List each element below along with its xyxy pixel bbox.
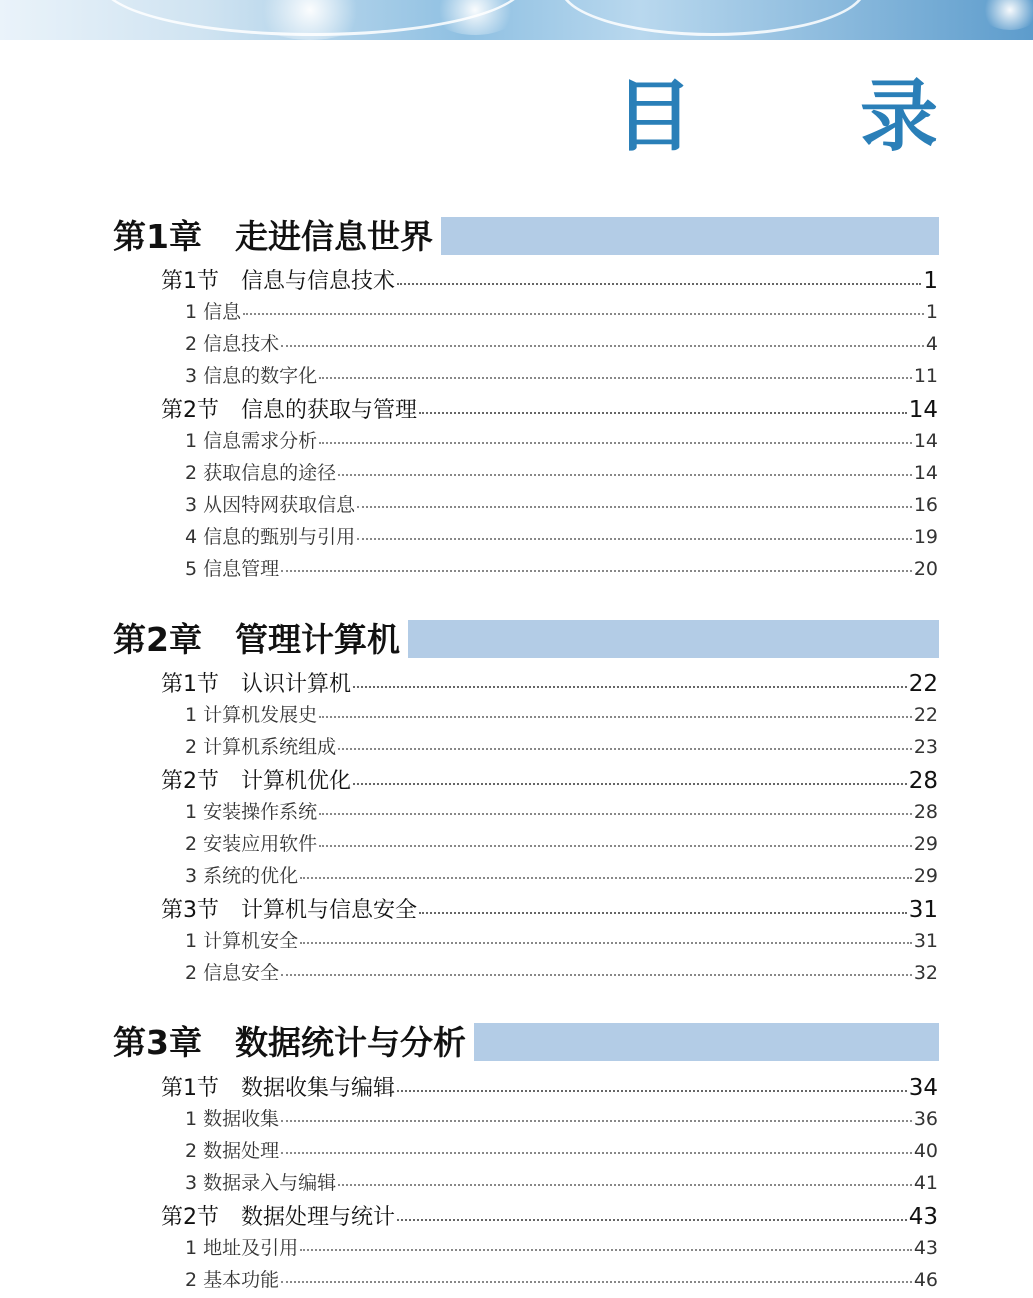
page-number: 41: [913, 1172, 938, 1194]
leader-dots: [281, 1280, 912, 1283]
toc-item[interactable]: [185, 829, 938, 856]
page-number: 22: [908, 671, 938, 697]
toc-item[interactable]: [185, 458, 938, 485]
page-number: 22: [913, 704, 938, 726]
toc-item[interactable]: [185, 554, 938, 581]
page-number: 28: [913, 801, 938, 823]
chapter-bar: [441, 217, 939, 255]
page-number: 31: [908, 897, 938, 923]
leader-dots: [281, 569, 912, 572]
page-number: 40: [913, 1140, 938, 1162]
item-title: 2 计算机系统组成: [185, 736, 337, 758]
banner-glow: [980, 0, 1033, 30]
toc-section[interactable]: [161, 1200, 938, 1231]
chapter-heading: [113, 217, 939, 255]
leader-dots: [300, 1248, 912, 1251]
page-number: 14: [913, 462, 938, 484]
page-number: 31: [913, 930, 938, 952]
leader-dots: [397, 1218, 907, 1221]
toc-item[interactable]: [185, 522, 938, 549]
toc-item[interactable]: [185, 490, 938, 517]
item-title: 3 从因特网获取信息: [185, 494, 356, 516]
leader-dots: [338, 1183, 912, 1186]
chapter-heading: [113, 1023, 939, 1061]
page-number: 16: [913, 494, 938, 516]
item-title: 2 基本功能: [185, 1269, 280, 1291]
leader-dots: [319, 376, 912, 379]
toc-section[interactable]: [161, 764, 938, 795]
toc-item[interactable]: [185, 361, 938, 388]
page-number: 43: [908, 1204, 938, 1230]
leader-dots: [353, 782, 907, 785]
item-title: 5 信息管理: [185, 558, 280, 580]
leader-dots: [300, 941, 912, 944]
toc-section[interactable]: [161, 667, 938, 698]
item-title: 2 数据处理: [185, 1140, 280, 1162]
section-title: 第1节 信息与信息技术: [161, 269, 395, 294]
page-number: 19: [913, 526, 938, 548]
page-number: 23: [913, 736, 938, 758]
chapter-bar: [408, 620, 939, 658]
page-number: 28: [908, 768, 938, 794]
banner-swoosh: [560, 0, 866, 36]
item-title: 3 系统的优化: [185, 865, 299, 887]
leader-dots: [319, 715, 912, 718]
toc-item[interactable]: [185, 861, 938, 888]
leader-dots: [281, 973, 912, 976]
chapter-heading: [113, 620, 939, 658]
section-title: 第2节 信息的获取与管理: [161, 398, 417, 423]
header-banner: [0, 0, 1033, 40]
chapter-bar: [474, 1023, 939, 1061]
section-title: 第1节 数据收集与编辑: [161, 1076, 395, 1101]
chapter-title: 第1章 走进信息世界: [113, 220, 441, 253]
toc-item[interactable]: [185, 1265, 938, 1292]
toc-item[interactable]: [185, 426, 938, 453]
item-title: 1 信息: [185, 301, 242, 323]
toc-item[interactable]: [185, 1168, 938, 1195]
leader-dots: [397, 282, 921, 285]
leader-dots: [397, 1089, 907, 1092]
toc-item[interactable]: [185, 1233, 938, 1260]
toc-item[interactable]: [185, 1136, 938, 1163]
page-number: 4: [925, 333, 938, 355]
leader-dots: [338, 473, 912, 476]
page-number: 29: [913, 833, 938, 855]
leader-dots: [353, 685, 907, 688]
toc-item[interactable]: [185, 958, 938, 985]
item-title: 3 信息的数字化: [185, 365, 318, 387]
section-title: 第2节 计算机优化: [161, 769, 351, 794]
toc-item[interactable]: [185, 926, 938, 953]
page-number: 1: [925, 301, 938, 323]
toc-section[interactable]: [161, 264, 938, 295]
section-title: 第2节 数据处理与统计: [161, 1205, 395, 1230]
item-title: 1 安装操作系统: [185, 801, 318, 823]
leader-dots: [300, 876, 912, 879]
leader-dots: [419, 411, 907, 414]
item-title: 1 计算机发展史: [185, 704, 318, 726]
page-number: 36: [913, 1108, 938, 1130]
page-number: 34: [908, 1075, 938, 1101]
toc-item[interactable]: [185, 797, 938, 824]
page-number: 11: [913, 365, 938, 387]
leader-dots: [419, 911, 907, 914]
page-number: 46: [913, 1269, 938, 1291]
page-number: 20: [913, 558, 938, 580]
leader-dots: [243, 312, 924, 315]
leader-dots: [338, 747, 912, 750]
chapter-title: 第3章 数据统计与分析: [113, 1026, 474, 1059]
leader-dots: [357, 537, 912, 540]
toc-item[interactable]: [185, 329, 938, 356]
toc-section[interactable]: [161, 893, 938, 924]
leader-dots: [319, 812, 912, 815]
item-title: 2 信息安全: [185, 962, 280, 984]
page-number: 43: [913, 1237, 938, 1259]
page-number: 14: [913, 430, 938, 452]
item-title: 2 获取信息的途径: [185, 462, 337, 484]
item-title: 1 地址及引用: [185, 1237, 299, 1259]
section-title: 第3节 计算机与信息安全: [161, 898, 417, 923]
leader-dots: [319, 844, 912, 847]
chapter-title: 第2章 管理计算机: [113, 623, 408, 656]
leader-dots: [281, 344, 924, 347]
leader-dots: [319, 441, 912, 444]
item-title: 3 数据录入与编辑: [185, 1172, 337, 1194]
toc-item[interactable]: [185, 1104, 938, 1131]
page-number: 29: [913, 865, 938, 887]
item-title: 1 信息需求分析: [185, 430, 318, 452]
toc-item[interactable]: [185, 732, 938, 759]
page-number: 1: [923, 268, 938, 294]
leader-dots: [281, 1119, 912, 1122]
toc-section[interactable]: [161, 1071, 938, 1102]
item-title: 1 数据收集: [185, 1108, 280, 1130]
toc-item[interactable]: [185, 700, 938, 727]
page-number: 14: [908, 397, 938, 423]
item-title: 2 信息技术: [185, 333, 280, 355]
toc-item[interactable]: [185, 297, 938, 324]
item-title: 1 计算机安全: [185, 930, 299, 952]
page-number: 32: [913, 962, 938, 984]
item-title: 4 信息的甄别与引用: [185, 526, 356, 548]
item-title: 2 安装应用软件: [185, 833, 318, 855]
leader-dots: [357, 505, 912, 508]
leader-dots: [281, 1151, 912, 1154]
section-title: 第1节 认识计算机: [161, 672, 351, 697]
page-title: 目 录: [614, 72, 1008, 162]
toc-section[interactable]: [161, 393, 938, 424]
